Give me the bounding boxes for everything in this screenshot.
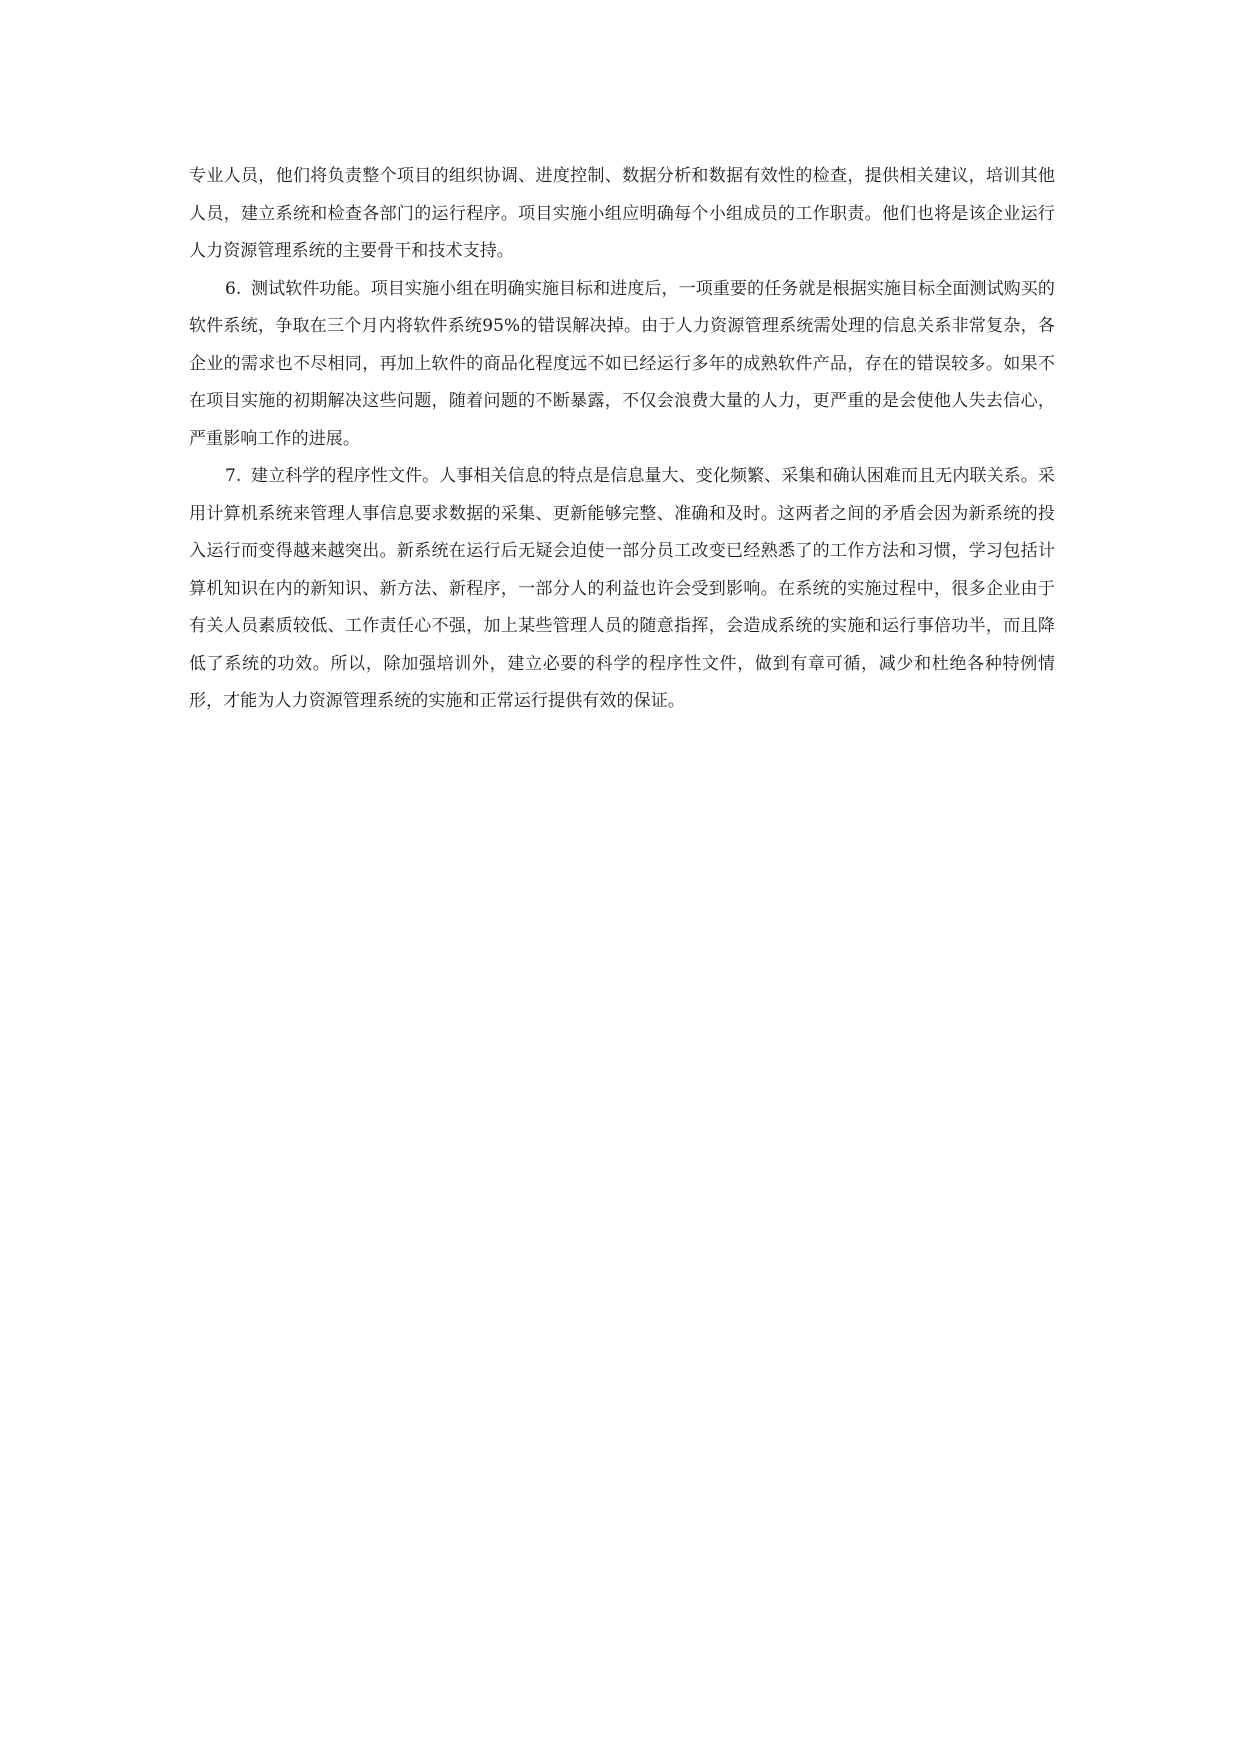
paragraph-text: 建立科学的程序性文件。人事相关信息的特点是信息量大、变化频繁、采集和确认困难而且无内联关系。采用计算机系统来管理人事信息要求数据的采集、更新能够完整、准确和及时。这两者之间的矛盾会因为新系统的投入运行而变得越来越突出。新系统在运行后无疑会迫使一部分员工改变已经熟悉了的工作方法和习惯，学习包括计算机知识在内的新知识、新方法、新程序，一部分人的利益也许会受到影响。在系统的实施过程中，很多企业由于有关人员素质较低、工作责任心不强，加上某些管理人员的随意指挥，会造成系统的实施和运行事倍功半，而且降低了系统的功效。所以，除加强培训外，建立必要的科学的程序性文件，做到有章可循，减少和杜绝各种特例情形，才能为人力资源管理系统的实施和正常运行提供有效的保证。	[189, 466, 1055, 711]
paragraph-item-6	[189, 271, 1055, 459]
paragraph-number: 6.	[225, 278, 242, 299]
paragraph-item-7	[189, 458, 1055, 721]
paragraph-number: 7.	[225, 466, 242, 486]
document-body	[189, 158, 1055, 721]
paragraph-continuation	[189, 158, 1055, 271]
paragraph-text: 测试软件功能。项目实施小组在明确实施目标和进度后，一项重要的任务就是根据实施目标全面测试购买的软件系统，争取在三个月内将软件系统95%的错误解决掉。由于人力资源管理系统需处理的信息关系非常复杂，各企业的需求也不尽相同，再加上软件的商品化程度远不如已经运行多年的成熟软件产品，存在的错误较多。如果不在项目实施的初期解决这些问题，随着问题的不断暴露，不仅会浪费大量的人力，更严重的是会使他人失去信心，严重影响工作的进展。	[189, 278, 1055, 449]
paragraph-text: 专业人员，他们将负责整个项目的组织协调、进度控制、数据分析和数据有效性的检查，提供相关建议，培训其他人员，建立系统和检查各部门的运行程序。项目实施小组应明确每个小组成员的工作职责。他们也将是该企业运行人力资源管理系统的主要骨干和技术支持。	[189, 166, 1055, 261]
